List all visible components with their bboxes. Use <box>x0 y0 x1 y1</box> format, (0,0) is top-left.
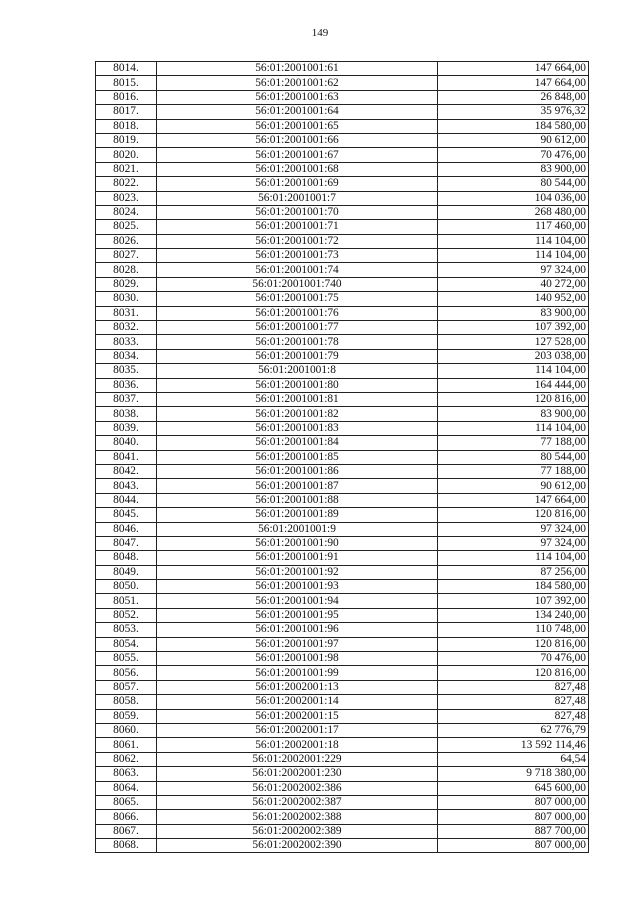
cadastral-number-cell: 56:01:2001001:67 <box>157 148 438 162</box>
cadastral-number-cell: 56:01:2001001:99 <box>157 666 438 680</box>
cadastral-number-cell: 56:01:2001001:89 <box>157 508 438 522</box>
cadastral-value-cell: 120 816,00 <box>438 508 589 522</box>
cadastral-number-cell: 56:01:2001001:95 <box>157 608 438 622</box>
cadastral-number-cell: 56:01:2001001:79 <box>157 349 438 363</box>
cadastral-value-cell: 807 000,00 <box>438 810 589 824</box>
table-row <box>96 148 589 162</box>
row-number-cell: 8058. <box>96 695 157 709</box>
cadastral-value-cell: 827,48 <box>438 695 589 709</box>
row-number-cell: 8019. <box>96 133 157 147</box>
cadastral-value-table <box>95 61 589 853</box>
cadastral-value-cell: 104 036,00 <box>438 191 589 205</box>
table-row <box>96 795 589 809</box>
cadastral-value-cell: 140 952,00 <box>438 292 589 306</box>
row-number-cell: 8028. <box>96 263 157 277</box>
cadastral-number-cell: 56:01:2001001:73 <box>157 249 438 263</box>
cadastral-number-cell: 56:01:2002002:389 <box>157 824 438 838</box>
row-number-cell: 8066. <box>96 810 157 824</box>
cadastral-value-cell: 80 544,00 <box>438 450 589 464</box>
cadastral-number-cell: 56:01:2001001:72 <box>157 234 438 248</box>
row-number-cell: 8056. <box>96 666 157 680</box>
cadastral-value-cell: 9 718 380,00 <box>438 767 589 781</box>
cadastral-value-cell: 887 700,00 <box>438 824 589 838</box>
table-row <box>96 263 589 277</box>
cadastral-number-cell: 56:01:2002002:388 <box>157 810 438 824</box>
cadastral-value-cell: 110 748,00 <box>438 623 589 637</box>
page-number: 149 <box>311 27 329 39</box>
row-number-cell: 8060. <box>96 723 157 737</box>
table-row <box>96 810 589 824</box>
row-number-cell: 8044. <box>96 493 157 507</box>
table-row <box>96 436 589 450</box>
cadastral-number-cell: 56:01:2001001:740 <box>157 277 438 291</box>
cadastral-value-cell: 117 460,00 <box>438 220 589 234</box>
cadastral-value-cell: 83 900,00 <box>438 162 589 176</box>
table-row <box>96 508 589 522</box>
row-number-cell: 8054. <box>96 637 157 651</box>
table-row <box>96 392 589 406</box>
cadastral-value-cell: 147 664,00 <box>438 493 589 507</box>
row-number-cell: 8039. <box>96 421 157 435</box>
table-row <box>96 335 589 349</box>
cadastral-number-cell: 56:01:2001001:68 <box>157 162 438 176</box>
table-row <box>96 723 589 737</box>
table-row <box>96 565 589 579</box>
cadastral-number-cell: 56:01:2001001:70 <box>157 205 438 219</box>
table-row <box>96 767 589 781</box>
row-number-cell: 8051. <box>96 594 157 608</box>
table-row <box>96 277 589 291</box>
cadastral-number-cell: 56:01:2002002:387 <box>157 795 438 809</box>
cadastral-value-cell: 203 038,00 <box>438 349 589 363</box>
cadastral-number-cell: 56:01:2001001:63 <box>157 90 438 104</box>
row-number-cell: 8037. <box>96 392 157 406</box>
row-number-cell: 8036. <box>96 378 157 392</box>
cadastral-value-cell: 40 272,00 <box>438 277 589 291</box>
row-number-cell: 8025. <box>96 220 157 234</box>
cadastral-value-cell: 127 528,00 <box>438 335 589 349</box>
cadastral-number-cell: 56:01:2001001:92 <box>157 565 438 579</box>
row-number-cell: 8065. <box>96 795 157 809</box>
cadastral-number-cell: 56:01:2001001:94 <box>157 594 438 608</box>
cadastral-value-cell: 83 900,00 <box>438 407 589 421</box>
table-body <box>96 62 589 853</box>
cadastral-value-cell: 184 580,00 <box>438 580 589 594</box>
table-row <box>96 680 589 694</box>
row-number-cell: 8033. <box>96 335 157 349</box>
cadastral-value-cell: 268 480,00 <box>438 205 589 219</box>
row-number-cell: 8064. <box>96 781 157 795</box>
cadastral-value-cell: 13 592 114,46 <box>438 738 589 752</box>
table-row <box>96 364 589 378</box>
cadastral-number-cell: 56:01:2002001:13 <box>157 680 438 694</box>
cadastral-value-cell: 134 240,00 <box>438 608 589 622</box>
table-row <box>96 133 589 147</box>
row-number-cell: 8041. <box>96 450 157 464</box>
cadastral-value-cell: 97 324,00 <box>438 522 589 536</box>
row-number-cell: 8031. <box>96 306 157 320</box>
cadastral-value-cell: 70 476,00 <box>438 148 589 162</box>
row-number-cell: 8022. <box>96 177 157 191</box>
cadastral-number-cell: 56:01:2001001:69 <box>157 177 438 191</box>
row-number-cell: 8059. <box>96 709 157 723</box>
cadastral-value-cell: 114 104,00 <box>438 234 589 248</box>
row-number-cell: 8030. <box>96 292 157 306</box>
cadastral-value-cell: 164 444,00 <box>438 378 589 392</box>
cadastral-number-cell: 56:01:2001001:88 <box>157 493 438 507</box>
cadastral-number-cell: 56:01:2001001:9 <box>157 522 438 536</box>
row-number-cell: 8042. <box>96 464 157 478</box>
table-row <box>96 738 589 752</box>
row-number-cell: 8020. <box>96 148 157 162</box>
cadastral-number-cell: 56:01:2001001:77 <box>157 321 438 335</box>
table-row <box>96 105 589 119</box>
cadastral-value-cell: 114 104,00 <box>438 364 589 378</box>
cadastral-number-cell: 56:01:2002001:17 <box>157 723 438 737</box>
cadastral-value-cell: 147 664,00 <box>438 62 589 76</box>
cadastral-value-cell: 807 000,00 <box>438 795 589 809</box>
table-row <box>96 752 589 766</box>
row-number-cell: 8032. <box>96 321 157 335</box>
cadastral-value-cell: 807 000,00 <box>438 839 589 853</box>
cadastral-number-cell: 56:01:2001001:86 <box>157 464 438 478</box>
row-number-cell: 8029. <box>96 277 157 291</box>
row-number-cell: 8068. <box>96 839 157 853</box>
table-row <box>96 551 589 565</box>
table-row <box>96 421 589 435</box>
cadastral-value-cell: 70 476,00 <box>438 652 589 666</box>
table-row <box>96 464 589 478</box>
table-row <box>96 479 589 493</box>
table-row <box>96 666 589 680</box>
row-number-cell: 8034. <box>96 349 157 363</box>
table-row <box>96 349 589 363</box>
cadastral-number-cell: 56:01:2001001:8 <box>157 364 438 378</box>
cadastral-number-cell: 56:01:2001001:82 <box>157 407 438 421</box>
cadastral-number-cell: 56:01:2001001:7 <box>157 191 438 205</box>
row-number-cell: 8045. <box>96 508 157 522</box>
row-number-cell: 8053. <box>96 623 157 637</box>
table-row <box>96 205 589 219</box>
table-row <box>96 580 589 594</box>
row-number-cell: 8067. <box>96 824 157 838</box>
row-number-cell: 8062. <box>96 752 157 766</box>
cadastral-value-cell: 827,48 <box>438 680 589 694</box>
cadastral-value-cell: 26 848,00 <box>438 90 589 104</box>
table-row <box>96 536 589 550</box>
cadastral-number-cell: 56:01:2001001:62 <box>157 76 438 90</box>
cadastral-number-cell: 56:01:2001001:80 <box>157 378 438 392</box>
table-row <box>96 292 589 306</box>
cadastral-value-cell: 114 104,00 <box>438 249 589 263</box>
cadastral-number-cell: 56:01:2001001:78 <box>157 335 438 349</box>
table-row <box>96 522 589 536</box>
cadastral-value-cell: 147 664,00 <box>438 76 589 90</box>
table-row <box>96 407 589 421</box>
table-row <box>96 119 589 133</box>
cadastral-number-cell: 56:01:2002001:14 <box>157 695 438 709</box>
cadastral-number-cell: 56:01:2001001:90 <box>157 536 438 550</box>
table-row <box>96 90 589 104</box>
row-number-cell: 8026. <box>96 234 157 248</box>
cadastral-number-cell: 56:01:2001001:65 <box>157 119 438 133</box>
row-number-cell: 8048. <box>96 551 157 565</box>
cadastral-number-cell: 56:01:2001001:96 <box>157 623 438 637</box>
cadastral-number-cell: 56:01:2001001:83 <box>157 421 438 435</box>
table-row <box>96 220 589 234</box>
table-row <box>96 839 589 853</box>
cadastral-value-cell: 62 776,79 <box>438 723 589 737</box>
table-row <box>96 234 589 248</box>
row-number-cell: 8050. <box>96 580 157 594</box>
table-row <box>96 450 589 464</box>
cadastral-value-cell: 83 900,00 <box>438 306 589 320</box>
cadastral-value-cell: 77 188,00 <box>438 464 589 478</box>
cadastral-number-cell: 56:01:2001001:97 <box>157 637 438 651</box>
row-number-cell: 8052. <box>96 608 157 622</box>
row-number-cell: 8043. <box>96 479 157 493</box>
table-row <box>96 378 589 392</box>
row-number-cell: 8018. <box>96 119 157 133</box>
cadastral-number-cell: 56:01:2001001:93 <box>157 580 438 594</box>
cadastral-value-cell: 645 600,00 <box>438 781 589 795</box>
cadastral-number-cell: 56:01:2001001:66 <box>157 133 438 147</box>
cadastral-number-cell: 56:01:2002002:390 <box>157 839 438 853</box>
table-row <box>96 191 589 205</box>
cadastral-value-cell: 184 580,00 <box>438 119 589 133</box>
cadastral-number-cell: 56:01:2002001:18 <box>157 738 438 752</box>
row-number-cell: 8024. <box>96 205 157 219</box>
cadastral-value-cell: 120 816,00 <box>438 392 589 406</box>
table-row <box>96 695 589 709</box>
row-number-cell: 8046. <box>96 522 157 536</box>
row-number-cell: 8049. <box>96 565 157 579</box>
table-row <box>96 781 589 795</box>
cadastral-number-cell: 56:01:2001001:61 <box>157 62 438 76</box>
cadastral-value-cell: 64,54 <box>438 752 589 766</box>
cadastral-value-cell: 107 392,00 <box>438 321 589 335</box>
table-row <box>96 709 589 723</box>
cadastral-number-cell: 56:01:2001001:76 <box>157 306 438 320</box>
row-number-cell: 8063. <box>96 767 157 781</box>
cadastral-number-cell: 56:01:2001001:87 <box>157 479 438 493</box>
row-number-cell: 8057. <box>96 680 157 694</box>
cadastral-number-cell: 56:01:2001001:91 <box>157 551 438 565</box>
row-number-cell: 8023. <box>96 191 157 205</box>
row-number-cell: 8055. <box>96 652 157 666</box>
cadastral-value-cell: 97 324,00 <box>438 263 589 277</box>
row-number-cell: 8027. <box>96 249 157 263</box>
cadastral-value-cell: 114 104,00 <box>438 421 589 435</box>
cadastral-number-cell: 56:01:2001001:71 <box>157 220 438 234</box>
row-number-cell: 8035. <box>96 364 157 378</box>
cadastral-value-cell: 97 324,00 <box>438 536 589 550</box>
table-row <box>96 162 589 176</box>
table-row <box>96 177 589 191</box>
cadastral-number-cell: 56:01:2002001:230 <box>157 767 438 781</box>
table-row <box>96 76 589 90</box>
cadastral-number-cell: 56:01:2001001:98 <box>157 652 438 666</box>
cadastral-number-cell: 56:01:2001001:84 <box>157 436 438 450</box>
row-number-cell: 8040. <box>96 436 157 450</box>
table-row <box>96 594 589 608</box>
cadastral-value-cell: 120 816,00 <box>438 637 589 651</box>
cadastral-value-cell: 120 816,00 <box>438 666 589 680</box>
cadastral-number-cell: 56:01:2001001:75 <box>157 292 438 306</box>
table-row <box>96 249 589 263</box>
cadastral-number-cell: 56:01:2002001:229 <box>157 752 438 766</box>
row-number-cell: 8017. <box>96 105 157 119</box>
table-row <box>96 824 589 838</box>
row-number-cell: 8061. <box>96 738 157 752</box>
cadastral-value-cell: 827,48 <box>438 709 589 723</box>
cadastral-number-cell: 56:01:2001001:81 <box>157 392 438 406</box>
table-row <box>96 62 589 76</box>
row-number-cell: 8047. <box>96 536 157 550</box>
row-number-cell: 8014. <box>96 62 157 76</box>
cadastral-number-cell: 56:01:2001001:74 <box>157 263 438 277</box>
table-row <box>96 637 589 651</box>
cadastral-value-cell: 90 612,00 <box>438 133 589 147</box>
cadastral-value-cell: 35 976,32 <box>438 105 589 119</box>
row-number-cell: 8021. <box>96 162 157 176</box>
table-row <box>96 623 589 637</box>
cadastral-number-cell: 56:01:2001001:85 <box>157 450 438 464</box>
cadastral-number-cell: 56:01:2002001:15 <box>157 709 438 723</box>
table-row <box>96 321 589 335</box>
table-row <box>96 608 589 622</box>
cadastral-value-cell: 114 104,00 <box>438 551 589 565</box>
cadastral-value-cell: 107 392,00 <box>438 594 589 608</box>
row-number-cell: 8038. <box>96 407 157 421</box>
table-row <box>96 652 589 666</box>
table-row <box>96 306 589 320</box>
cadastral-number-cell: 56:01:2001001:64 <box>157 105 438 119</box>
cadastral-number-cell: 56:01:2002002:386 <box>157 781 438 795</box>
row-number-cell: 8015. <box>96 76 157 90</box>
cadastral-value-cell: 77 188,00 <box>438 436 589 450</box>
cadastral-value-cell: 87 256,00 <box>438 565 589 579</box>
row-number-cell: 8016. <box>96 90 157 104</box>
cadastral-value-cell: 90 612,00 <box>438 479 589 493</box>
cadastral-value-cell: 80 544,00 <box>438 177 589 191</box>
table-row <box>96 493 589 507</box>
